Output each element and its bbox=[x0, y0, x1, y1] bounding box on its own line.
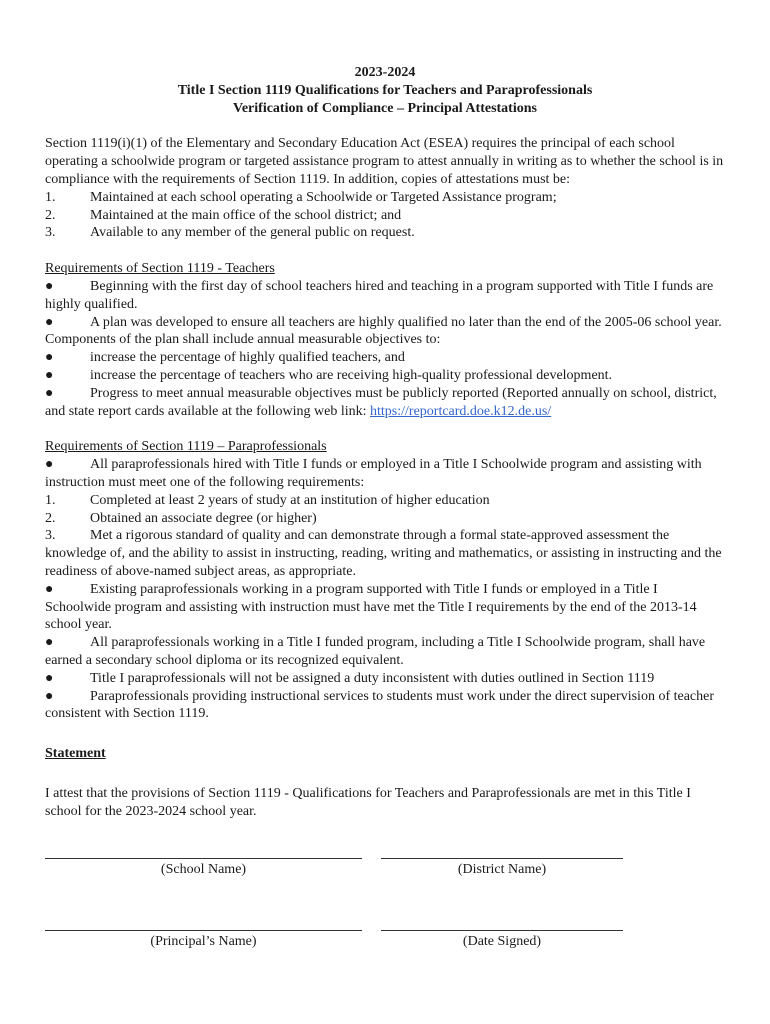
paras-bullet: ● Existing paraprofessionals working in a program supported with Title I funds or employed in a Title I Schoolwide program and assisting with instruction must have met the Title I requirements by the end of the 2013-14 school year. bbox=[45, 581, 697, 633]
paras-numbered-item: 3. Met a rigorous standard of quality and can demonstrate through a formal state-approved assessment the knowledge of, and the ability to assist in instructing, reading, writing and mathematics, or assisting in instructing and the readiness of above-named subject areas, as appropriate. bbox=[45, 528, 722, 579]
intro-item: 2. Maintained at the main office of the school district; and bbox=[45, 207, 402, 223]
principal-name-signature[interactable] bbox=[45, 930, 362, 950]
school-name-signature[interactable] bbox=[45, 858, 362, 878]
signature-line bbox=[381, 930, 623, 931]
date-signed-caption: (Date Signed) bbox=[462, 934, 542, 949]
date-signed-signature[interactable] bbox=[381, 930, 623, 950]
paras-numbered-item: 1. Completed at least 2 years of study at an institution of higher education bbox=[45, 492, 490, 508]
paras-bullet: ● Paraprofessionals providing instructional services to students must work under the direct supervision of teacher consistent with Section 1119. bbox=[45, 688, 715, 722]
reportcard-link[interactable]: https://reportcard.doe.k12.de.us/ bbox=[370, 403, 552, 419]
district-name-signature[interactable] bbox=[381, 858, 623, 878]
district-name-caption: (District Name) bbox=[457, 862, 547, 877]
teachers-heading: Requirements of Section 1119 - Teachers bbox=[45, 261, 275, 277]
statement-text: I attest that the provisions of Section 1119 - Qualifications for Teachers and Paraprofessionals are met in this Title I school for the 2023-2024 school year. bbox=[45, 785, 691, 819]
signature-line bbox=[45, 930, 362, 931]
principal-name-caption: (Principal’s Name) bbox=[150, 934, 257, 949]
school-name-caption: (School Name) bbox=[160, 862, 247, 877]
intro-paragraph: Section 1119(i)(1) of the Elementary and Secondary Education Act (ESEA) requires the principal of each school operating a schoolwide program or targeted assistance program to attest annually in writing as to whether the school is in compliance with the requirements of Section 1119. In addition, copies of attestations must be: bbox=[45, 136, 724, 187]
doc-subtitle: Verification of Compliance – Principal Attestations bbox=[233, 100, 537, 116]
intro-item: 3. Available to any member of the general public on request. bbox=[45, 225, 415, 241]
signature-line bbox=[381, 858, 623, 859]
document-body bbox=[45, 64, 725, 820]
intro-item: 1. Maintained at each school operating a Schoolwide or Targeted Assistance program; bbox=[45, 189, 557, 205]
paras-bullet: ● All paraprofessionals hired with Title I funds or employed in a Title I Schoolwide program and assisting with instruction must meet one of the following requirements: bbox=[45, 457, 702, 490]
paras-numbered-item: 2. Obtained an associate degree (or higher) bbox=[45, 510, 317, 526]
teachers-bullet: ● increase the percentage of highly qualified teachers, and bbox=[45, 350, 405, 366]
paras-bullet: ● All paraprofessionals working in a Title I funded program, including a Title I Schoolwide program, shall have earned a secondary school diploma or its recognized equivalent. bbox=[45, 635, 706, 668]
paras-bullet: ● Title I paraprofessionals will not be assigned a duty inconsistent with duties outlined in Section 1119 bbox=[45, 670, 655, 686]
teachers-bullet: ● increase the percentage of teachers who are receiving high-quality professional development. bbox=[45, 367, 613, 383]
doc-title: Title I Section 1119 Qualifications for Teachers and Paraprofessionals bbox=[177, 82, 593, 98]
paras-heading: Requirements of Section 1119 – Paraprofessionals bbox=[45, 439, 327, 455]
doc-year: 2023-2024 bbox=[354, 65, 416, 80]
teachers-bullet: ● Beginning with the first day of school teachers hired and teaching in a program supported with Title I funds are highly qualified. bbox=[45, 278, 714, 312]
teachers-bullet: ● Progress to meet annual measurable objectives must be publicly reported (Reported annually on school, district, and state report cards available at the following web link: https://reportcard.doe.k12.de.us/ bbox=[45, 385, 717, 419]
teachers-bullet: ● A plan was developed to ensure all teachers are highly qualified no later than the end of the 2005-06 school year. Components of the plan shall include annual measurable objectives to: bbox=[45, 314, 722, 348]
statement-heading: Statement bbox=[45, 746, 106, 762]
signature-line bbox=[45, 858, 362, 859]
